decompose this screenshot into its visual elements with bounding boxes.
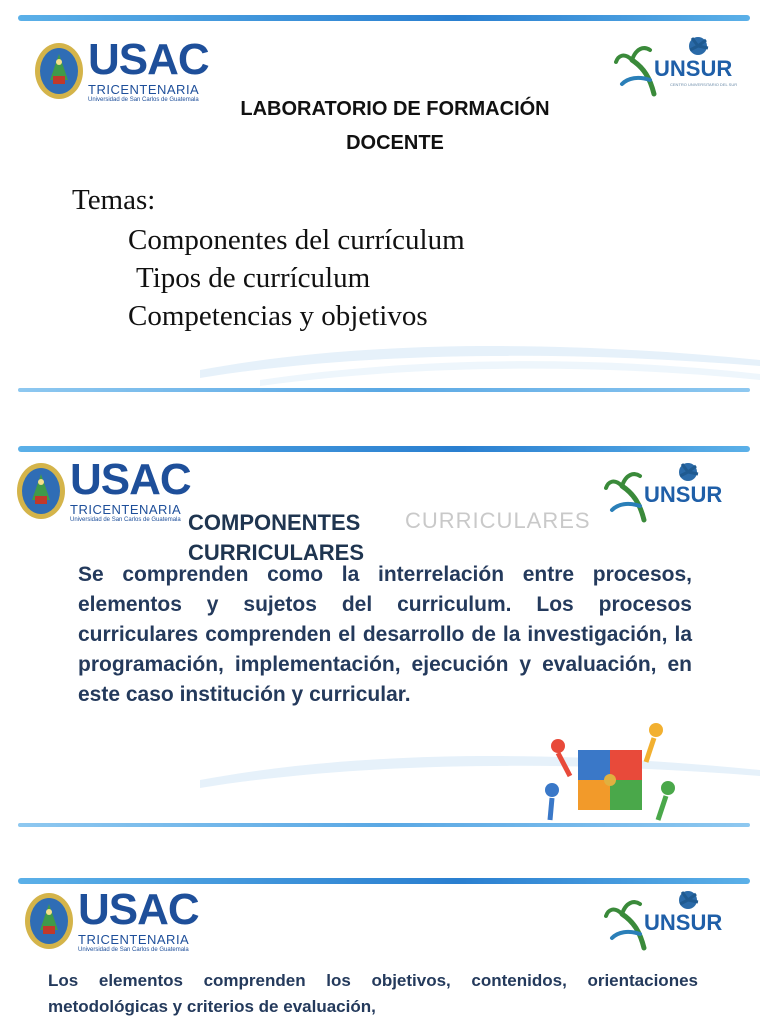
slide-1 [0, 0, 768, 400]
temas-label: Temas: [72, 184, 156, 216]
topic-item: Competencias y objetivos [128, 300, 428, 332]
top-bar [18, 15, 750, 21]
heading-shadow: CURRICULARES [405, 508, 591, 533]
unsur-logo [614, 34, 740, 98]
unsur-wordmark: UNSUR [644, 910, 723, 935]
unsur-logo [604, 888, 730, 952]
usac-logo [16, 455, 191, 523]
puzzle-people-illustration [530, 716, 690, 826]
bottom-bar [18, 388, 750, 392]
usac-seal-icon [24, 892, 74, 950]
unsur-wordmark: UNSUR [654, 56, 733, 81]
usac-wordmark: USAC [70, 455, 191, 504]
tricentenaria-label: TRICENTENARIA [70, 502, 182, 517]
section-heading: COMPONENTES CURRICULARES [188, 510, 364, 565]
topic-item: Componentes del currículum [128, 224, 465, 256]
university-label: Universidad de San Carlos de Guatemala [78, 947, 189, 953]
body-paragraph: Los elementos comprenden los objetivos, contenidos, orientaciones metodológicas y criterios de evaluación, [48, 971, 698, 1016]
usac-wordmark: USAC [88, 35, 209, 84]
topic-item: Tipos de currículum [136, 262, 371, 294]
tricentenaria-label: TRICENTENARIA [78, 932, 190, 947]
unsur-logo [604, 460, 730, 524]
university-label: Universidad de San Carlos de Guatemala [70, 517, 181, 523]
usac-logo [24, 885, 199, 953]
usac-seal-icon [16, 462, 66, 520]
university-label: Universidad de San Carlos de Guatemala [88, 97, 199, 103]
tricentenaria-label: TRICENTENARIA [88, 82, 200, 97]
unsur-wordmark: UNSUR [644, 482, 723, 507]
decorative-swoosh [200, 330, 760, 390]
usac-wordmark: USAC [78, 885, 199, 934]
body-paragraph: Se comprenden como la interrelación entre procesos, elementos y sujetos del curriculum. Los procesos curriculares comprenden el desarrollo de la investigación, la programación, implementación, ejecución y evaluación, en este caso institución y curricular. [78, 563, 692, 706]
slide-title: LABORATORIO DE FORMACIÓN DOCENTE [240, 98, 550, 154]
usac-logo [34, 35, 209, 103]
top-bar [18, 878, 750, 884]
top-bar [18, 446, 750, 452]
unsur-sublabel: CENTRO UNIVERSITARIO DEL SUR [670, 82, 738, 87]
usac-seal-icon [34, 42, 84, 100]
